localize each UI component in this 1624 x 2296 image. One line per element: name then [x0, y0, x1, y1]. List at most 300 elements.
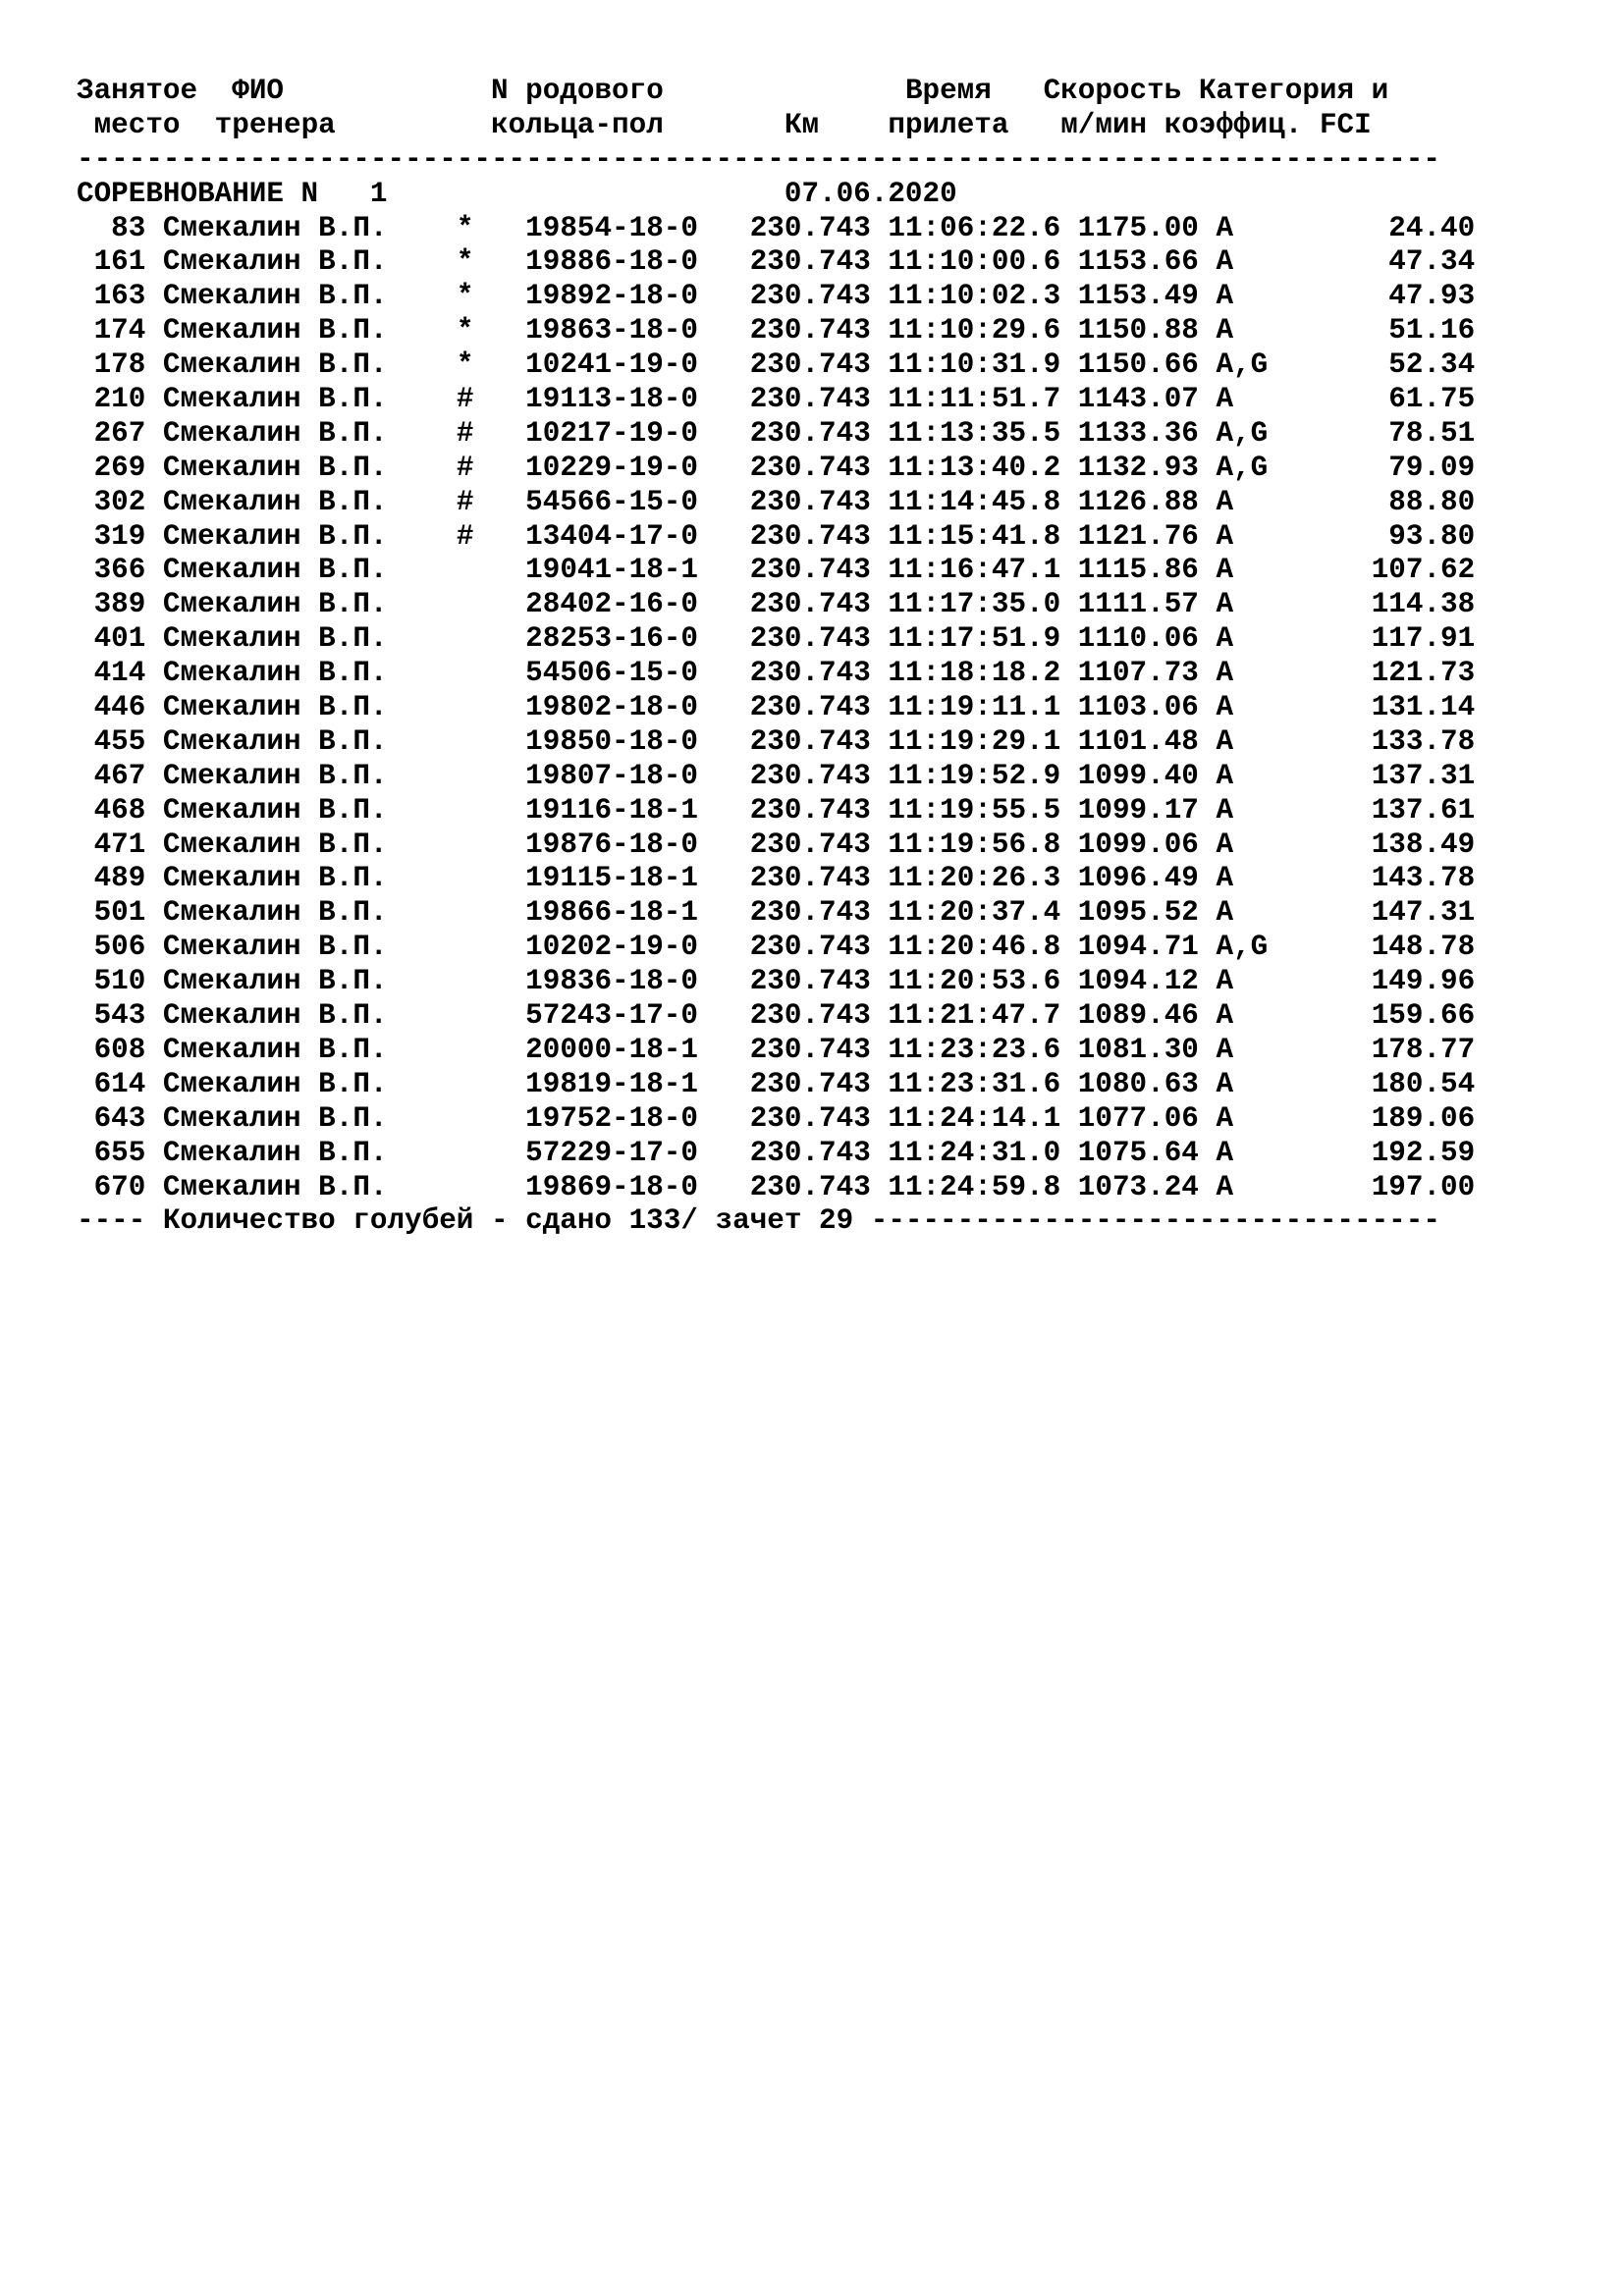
cell-speed: 1075.64 — [1077, 1136, 1199, 1169]
cell-trainer-name: Смекалин В.П. — [162, 862, 388, 895]
cell-mark — [457, 657, 474, 689]
cell-mark: * — [456, 314, 474, 347]
cell-speed: 1099.06 — [1077, 828, 1199, 861]
table-row — [77, 622, 1475, 657]
cell-place: 471 — [77, 828, 146, 861]
cell-trainer-name: Смекалин В.П. — [162, 691, 388, 724]
cell-mark: * — [456, 280, 474, 313]
table-row — [77, 314, 1475, 348]
cell-mark — [457, 794, 474, 827]
cell-arrival-time: 11:10:02.3 — [888, 280, 1061, 313]
cell-place: 467 — [77, 759, 146, 792]
cell-speed: 1081.30 — [1077, 1033, 1199, 1066]
cell-speed: 1150.88 — [1077, 314, 1199, 347]
cell-km: 230.743 — [749, 793, 871, 827]
cell-category: A — [1216, 724, 1269, 758]
cell-ring-number: 19866-18-1 — [525, 896, 698, 930]
table-row — [77, 794, 1475, 828]
column-header-line-1 — [77, 75, 1475, 109]
cell-trainer-name: Смекалин В.П. — [162, 793, 388, 827]
table-row — [77, 588, 1475, 622]
cell-km: 230.743 — [749, 724, 871, 758]
cell-ring-number: 19854-18-0 — [525, 211, 698, 244]
cell-ring-number: 20000-18-1 — [525, 1033, 698, 1066]
cell-trainer-name: Смекалин В.П. — [162, 657, 388, 690]
cell-km: 230.743 — [749, 314, 871, 347]
cell-ring-number: 19869-18-0 — [525, 1170, 698, 1203]
cell-trainer-name: Смекалин В.П. — [162, 965, 388, 998]
cell-km: 230.743 — [749, 485, 871, 518]
cell-category: A — [1216, 622, 1269, 656]
competition-row — [77, 178, 1475, 212]
cell-category: A,G — [1216, 348, 1269, 382]
cell-arrival-time: 11:21:47.7 — [888, 999, 1061, 1033]
table-row — [77, 1034, 1475, 1068]
cell-place: 510 — [77, 965, 146, 998]
cell-ring-number: 19819-18-1 — [525, 1067, 698, 1100]
cell-trainer-name: Смекалин В.П. — [162, 314, 388, 347]
cell-place: 302 — [77, 485, 146, 518]
table-row — [77, 965, 1475, 999]
cell-ring-number: 19115-18-1 — [525, 862, 698, 895]
cell-km: 230.743 — [749, 416, 871, 450]
cell-mark: # — [456, 416, 474, 450]
cell-speed: 1101.48 — [1077, 724, 1199, 758]
cell-arrival-time: 11:06:22.6 — [888, 211, 1061, 244]
cell-km: 230.743 — [749, 931, 871, 964]
cell-mark: # — [456, 383, 474, 416]
cell-mark: * — [456, 348, 474, 382]
cell-ring-number: 19886-18-0 — [525, 245, 698, 279]
cell-km: 230.743 — [749, 965, 871, 998]
cell-arrival-time: 11:17:51.9 — [888, 622, 1061, 656]
cell-arrival-time: 11:17:35.0 — [888, 588, 1061, 621]
table-row — [77, 828, 1475, 863]
cell-coefficient: 149.96 — [1371, 965, 1476, 998]
cell-ring-number: 54506-15-0 — [525, 657, 698, 690]
cell-mark — [457, 725, 474, 758]
cell-trainer-name: Смекалин В.П. — [162, 1101, 388, 1135]
cell-ring-number: 19836-18-0 — [525, 965, 698, 998]
cell-speed: 1094.71 — [1077, 931, 1199, 964]
cell-place: 269 — [77, 451, 146, 484]
table-row — [77, 1068, 1475, 1102]
cell-category: A — [1216, 1170, 1269, 1203]
cell-mark — [457, 828, 474, 861]
cell-category: A — [1216, 965, 1269, 998]
cell-speed: 1133.36 — [1077, 416, 1199, 450]
cell-arrival-time: 11:14:45.8 — [888, 485, 1061, 518]
cell-coefficient: 180.54 — [1371, 1067, 1476, 1100]
cell-place: 506 — [77, 931, 146, 964]
cell-speed: 1099.40 — [1077, 759, 1199, 792]
cell-speed: 1080.63 — [1077, 1067, 1199, 1100]
cell-speed: 1115.86 — [1077, 554, 1199, 587]
cell-ring-number: 57243-17-0 — [525, 999, 698, 1033]
table-row — [77, 1171, 1475, 1205]
cell-trainer-name: Смекалин В.П. — [162, 759, 388, 792]
cell-arrival-time: 11:18:18.2 — [888, 657, 1061, 690]
cell-category: A — [1216, 862, 1269, 895]
cell-mark: * — [456, 245, 474, 279]
cell-place: 414 — [77, 657, 146, 690]
cell-category: A — [1216, 828, 1269, 861]
cell-mark — [457, 931, 474, 963]
cell-place: 163 — [77, 280, 146, 313]
cell-arrival-time: 11:20:46.8 — [888, 931, 1061, 964]
cell-mark — [457, 999, 474, 1032]
cell-coefficient: 114.38 — [1371, 588, 1476, 621]
header-place: Занятое — [77, 75, 198, 107]
competition-number: 1 — [369, 177, 388, 210]
cell-km: 230.743 — [749, 451, 871, 484]
cell-category: A — [1216, 485, 1269, 518]
cell-mark — [457, 622, 474, 655]
cell-km: 230.743 — [749, 348, 871, 382]
cell-arrival-time: 11:19:55.5 — [888, 793, 1061, 827]
cell-mark — [457, 1102, 474, 1135]
header-ring: N родового — [490, 75, 664, 107]
cell-arrival-time: 11:19:29.1 — [888, 724, 1061, 758]
cell-place: 614 — [77, 1067, 146, 1100]
cell-category: A — [1216, 588, 1269, 621]
cell-place: 543 — [77, 999, 146, 1033]
cell-km: 230.743 — [749, 519, 871, 553]
cell-arrival-time: 11:24:14.1 — [888, 1101, 1061, 1135]
cell-mark — [457, 1137, 474, 1169]
cell-ring-number: 28402-16-0 — [525, 588, 698, 621]
cell-place: 670 — [77, 1170, 146, 1203]
cell-speed: 1089.46 — [1077, 999, 1199, 1033]
cell-speed: 1099.17 — [1077, 793, 1199, 827]
cell-coefficient: 47.34 — [1388, 245, 1476, 279]
cell-coefficient: 131.14 — [1371, 691, 1476, 724]
cell-trainer-name: Смекалин В.П. — [162, 896, 388, 930]
cell-place: 83 — [77, 211, 146, 244]
cell-category: A,G — [1216, 931, 1269, 964]
cell-mark: # — [456, 451, 474, 484]
cell-ring-number: 10229-19-0 — [525, 451, 698, 484]
column-header-line-2 — [77, 109, 1475, 143]
table-row — [77, 999, 1475, 1034]
cell-trainer-name: Смекалин В.П. — [162, 1170, 388, 1203]
cell-mark — [457, 588, 474, 620]
cell-km: 230.743 — [749, 896, 871, 930]
header-time-2: прилета — [888, 108, 1009, 141]
cell-category: A,G — [1216, 451, 1269, 484]
cell-speed: 1111.57 — [1077, 588, 1199, 621]
cell-km: 230.743 — [749, 383, 871, 416]
table-row — [77, 486, 1475, 520]
cell-km: 230.743 — [749, 1101, 871, 1135]
cell-km: 230.743 — [749, 691, 871, 724]
table-row — [77, 1137, 1475, 1171]
cell-coefficient: 189.06 — [1371, 1101, 1476, 1135]
cell-ring-number: 19863-18-0 — [525, 314, 698, 347]
cell-ring-number: 57229-17-0 — [525, 1136, 698, 1169]
header-place-2: место — [93, 108, 181, 141]
cell-km: 230.743 — [749, 759, 871, 792]
cell-trainer-name: Смекалин В.П. — [162, 280, 388, 313]
cell-coefficient: 93.80 — [1388, 519, 1476, 553]
cell-speed: 1094.12 — [1077, 965, 1199, 998]
cell-coefficient: 51.16 — [1388, 314, 1476, 347]
competition-label: СОРЕВНОВАНИЕ N — [77, 177, 319, 210]
cell-speed: 1096.49 — [1077, 862, 1199, 895]
cell-category: A — [1216, 1033, 1269, 1066]
cell-place: 366 — [77, 554, 146, 587]
cell-ring-number: 19041-18-1 — [525, 554, 698, 587]
cell-speed: 1153.66 — [1077, 245, 1199, 279]
table-row — [77, 931, 1475, 965]
cell-category: A — [1216, 759, 1269, 792]
cell-place: 178 — [77, 348, 146, 382]
cell-arrival-time: 11:10:00.6 — [888, 245, 1061, 279]
cell-trainer-name: Смекалин В.П. — [162, 588, 388, 621]
cell-trainer-name: Смекалин В.П. — [162, 828, 388, 861]
cell-trainer-name: Смекалин В.П. — [162, 383, 388, 416]
cell-ring-number: 13404-17-0 — [525, 519, 698, 553]
header-name-2: тренера — [214, 108, 336, 141]
cell-ring-number: 19850-18-0 — [525, 724, 698, 758]
cell-ring-number: 19802-18-0 — [525, 691, 698, 724]
cell-arrival-time: 11:10:29.6 — [888, 314, 1061, 347]
cell-place: 489 — [77, 862, 146, 895]
header-ring-2: кольца-пол — [490, 108, 664, 141]
table-row — [77, 862, 1475, 896]
cell-mark: # — [456, 519, 474, 553]
cell-mark — [457, 862, 474, 894]
cell-place: 655 — [77, 1136, 146, 1169]
table-row — [77, 657, 1475, 691]
table-row — [77, 280, 1475, 314]
cell-km: 230.743 — [749, 245, 871, 279]
cell-ring-number: 54566-15-0 — [525, 485, 698, 518]
cell-category: A — [1216, 383, 1269, 416]
cell-km: 230.743 — [749, 622, 871, 656]
header-speed-2: м/мин — [1060, 108, 1148, 141]
race-results-report — [77, 75, 1475, 1239]
cell-trainer-name: Смекалин В.П. — [162, 348, 388, 382]
cell-mark: # — [456, 485, 474, 518]
cell-coefficient: 192.59 — [1371, 1136, 1476, 1169]
cell-km: 230.743 — [749, 1170, 871, 1203]
cell-speed: 1073.24 — [1077, 1170, 1199, 1203]
cell-place: 319 — [77, 519, 146, 553]
cell-arrival-time: 11:19:56.8 — [888, 828, 1061, 861]
cell-mark — [457, 1068, 474, 1100]
cell-km: 230.743 — [749, 1033, 871, 1066]
cell-trainer-name: Смекалин В.П. — [162, 416, 388, 450]
cell-place: 501 — [77, 896, 146, 930]
cell-category: A — [1216, 211, 1269, 244]
header-rule: ------------------------------------------------------------------------------- — [77, 142, 1440, 176]
cell-arrival-time: 11:15:41.8 — [888, 519, 1061, 553]
cell-arrival-time: 11:11:51.7 — [888, 383, 1061, 416]
cell-coefficient: 107.62 — [1371, 554, 1476, 587]
cell-arrival-time: 11:20:26.3 — [888, 862, 1061, 895]
cell-ring-number: 10241-19-0 — [525, 348, 698, 382]
header-speed: Скорость — [1043, 75, 1182, 107]
header-category: Категория и — [1198, 75, 1389, 107]
cell-coefficient: 137.31 — [1371, 759, 1476, 792]
cell-trainer-name: Смекалин В.П. — [162, 931, 388, 964]
cell-trainer-name: Смекалин В.П. — [162, 451, 388, 484]
cell-trainer-name: Смекалин В.П. — [162, 245, 388, 279]
cell-arrival-time: 11:23:23.6 — [888, 1033, 1061, 1066]
cell-arrival-time: 11:19:52.9 — [888, 759, 1061, 792]
cell-ring-number: 19116-18-1 — [525, 793, 698, 827]
header-category-2: коэффиц. — [1164, 108, 1303, 141]
cell-place: 401 — [77, 622, 146, 656]
cell-coefficient: 78.51 — [1388, 416, 1476, 450]
cell-category: A — [1216, 1101, 1269, 1135]
cell-place: 389 — [77, 588, 146, 621]
cell-coefficient: 52.34 — [1388, 348, 1476, 382]
table-row — [77, 760, 1475, 794]
cell-coefficient: 24.40 — [1388, 211, 1476, 244]
cell-category: A — [1216, 1067, 1269, 1100]
cell-speed: 1107.73 — [1077, 657, 1199, 690]
cell-km: 230.743 — [749, 280, 871, 313]
cell-mark — [457, 896, 474, 929]
header-km: Км — [784, 108, 820, 141]
cell-mark — [457, 965, 474, 997]
cell-ring-number: 10202-19-0 — [525, 931, 698, 964]
table-row — [77, 452, 1475, 486]
cell-coefficient: 79.09 — [1388, 451, 1476, 484]
cell-trainer-name: Смекалин В.П. — [162, 211, 388, 244]
cell-place: 267 — [77, 416, 146, 450]
table-row — [77, 520, 1475, 555]
cell-coefficient: 147.31 — [1371, 896, 1476, 930]
cell-mark — [457, 1171, 474, 1203]
table-row — [77, 348, 1475, 383]
cell-arrival-time: 11:23:31.6 — [888, 1067, 1061, 1100]
cell-speed: 1143.07 — [1077, 383, 1199, 416]
cell-category: A — [1216, 245, 1269, 279]
cell-place: 446 — [77, 691, 146, 724]
cell-place: 608 — [77, 1033, 146, 1066]
cell-place: 174 — [77, 314, 146, 347]
cell-category: A — [1216, 519, 1269, 553]
cell-km: 230.743 — [749, 657, 871, 690]
cell-trainer-name: Смекалин В.П. — [162, 999, 388, 1033]
header-time: Время — [904, 75, 992, 107]
cell-km: 230.743 — [749, 588, 871, 621]
cell-trainer-name: Смекалин В.П. — [162, 622, 388, 656]
cell-arrival-time: 11:20:53.6 — [888, 965, 1061, 998]
cell-speed: 1126.88 — [1077, 485, 1199, 518]
cell-trainer-name: Смекалин В.П. — [162, 1067, 388, 1100]
cell-coefficient: 88.80 — [1388, 485, 1476, 518]
table-row — [77, 1102, 1475, 1137]
table-row — [77, 417, 1475, 452]
table-row — [77, 554, 1475, 588]
cell-ring-number: 19807-18-0 — [525, 759, 698, 792]
table-row — [77, 383, 1475, 417]
cell-ring-number: 19752-18-0 — [525, 1101, 698, 1135]
cell-km: 230.743 — [749, 1067, 871, 1100]
cell-trainer-name: Смекалин В.П. — [162, 519, 388, 553]
cell-coefficient: 47.93 — [1388, 280, 1476, 313]
cell-category: A,G — [1216, 416, 1269, 450]
cell-arrival-time: 11:10:31.9 — [888, 348, 1061, 382]
cell-coefficient: 178.77 — [1371, 1033, 1476, 1066]
cell-mark — [457, 554, 474, 586]
footer-summary: ---- Количество голубей - сдано 133/ зачет 29 --------------------------------- — [77, 1204, 1440, 1238]
cell-category: A — [1216, 657, 1269, 690]
cell-mark — [457, 1034, 474, 1066]
cell-speed: 1110.06 — [1077, 622, 1199, 656]
cell-arrival-time: 11:13:35.5 — [888, 416, 1061, 450]
cell-category: A — [1216, 1136, 1269, 1169]
cell-coefficient: 117.91 — [1371, 622, 1476, 656]
cell-trainer-name: Смекалин В.П. — [162, 1136, 388, 1169]
competition-date: 07.06.2020 — [784, 177, 957, 210]
cell-arrival-time: 11:20:37.4 — [888, 896, 1061, 930]
footer-count-text: Количество голубей - сдано 133/ зачет 29 — [162, 1204, 854, 1238]
table-row — [77, 691, 1475, 725]
results-table — [77, 212, 1475, 1205]
header-fci: FCI — [1319, 108, 1372, 141]
cell-place: 643 — [77, 1101, 146, 1135]
cell-coefficient: 121.73 — [1371, 657, 1476, 690]
cell-trainer-name: Смекалин В.П. — [162, 554, 388, 587]
cell-coefficient: 133.78 — [1371, 724, 1476, 758]
cell-mark — [457, 691, 474, 723]
header-name: ФИО — [232, 75, 284, 107]
cell-place: 161 — [77, 245, 146, 279]
cell-category: A — [1216, 314, 1269, 347]
cell-trainer-name: Смекалин В.П. — [162, 485, 388, 518]
cell-category: A — [1216, 793, 1269, 827]
cell-ring-number: 19892-18-0 — [525, 280, 698, 313]
cell-coefficient: 143.78 — [1371, 862, 1476, 895]
cell-km: 230.743 — [749, 828, 871, 861]
cell-trainer-name: Смекалин В.П. — [162, 724, 388, 758]
cell-speed: 1150.66 — [1077, 348, 1199, 382]
cell-category: A — [1216, 999, 1269, 1033]
cell-place: 210 — [77, 383, 146, 416]
cell-mark — [457, 760, 474, 792]
table-row — [77, 245, 1475, 280]
table-row — [77, 896, 1475, 931]
cell-speed: 1077.06 — [1077, 1101, 1199, 1135]
cell-place: 455 — [77, 724, 146, 758]
cell-speed: 1175.00 — [1077, 211, 1199, 244]
cell-category: A — [1216, 691, 1269, 724]
cell-speed: 1095.52 — [1077, 896, 1199, 930]
cell-coefficient: 61.75 — [1388, 383, 1476, 416]
cell-speed: 1103.06 — [1077, 691, 1199, 724]
cell-arrival-time: 11:13:40.2 — [888, 451, 1061, 484]
cell-place: 468 — [77, 793, 146, 827]
cell-coefficient: 148.78 — [1371, 931, 1476, 964]
cell-coefficient: 138.49 — [1371, 828, 1476, 861]
cell-category: A — [1216, 554, 1269, 587]
cell-ring-number: 28253-16-0 — [525, 622, 698, 656]
cell-km: 230.743 — [749, 1136, 871, 1169]
cell-ring-number: 19113-18-0 — [525, 383, 698, 416]
table-row — [77, 725, 1475, 760]
cell-speed: 1121.76 — [1077, 519, 1199, 553]
cell-km: 230.743 — [749, 554, 871, 587]
cell-category: A — [1216, 896, 1269, 930]
cell-arrival-time: 11:24:59.8 — [888, 1170, 1061, 1203]
cell-speed: 1153.49 — [1077, 280, 1199, 313]
cell-ring-number: 19876-18-0 — [525, 828, 698, 861]
